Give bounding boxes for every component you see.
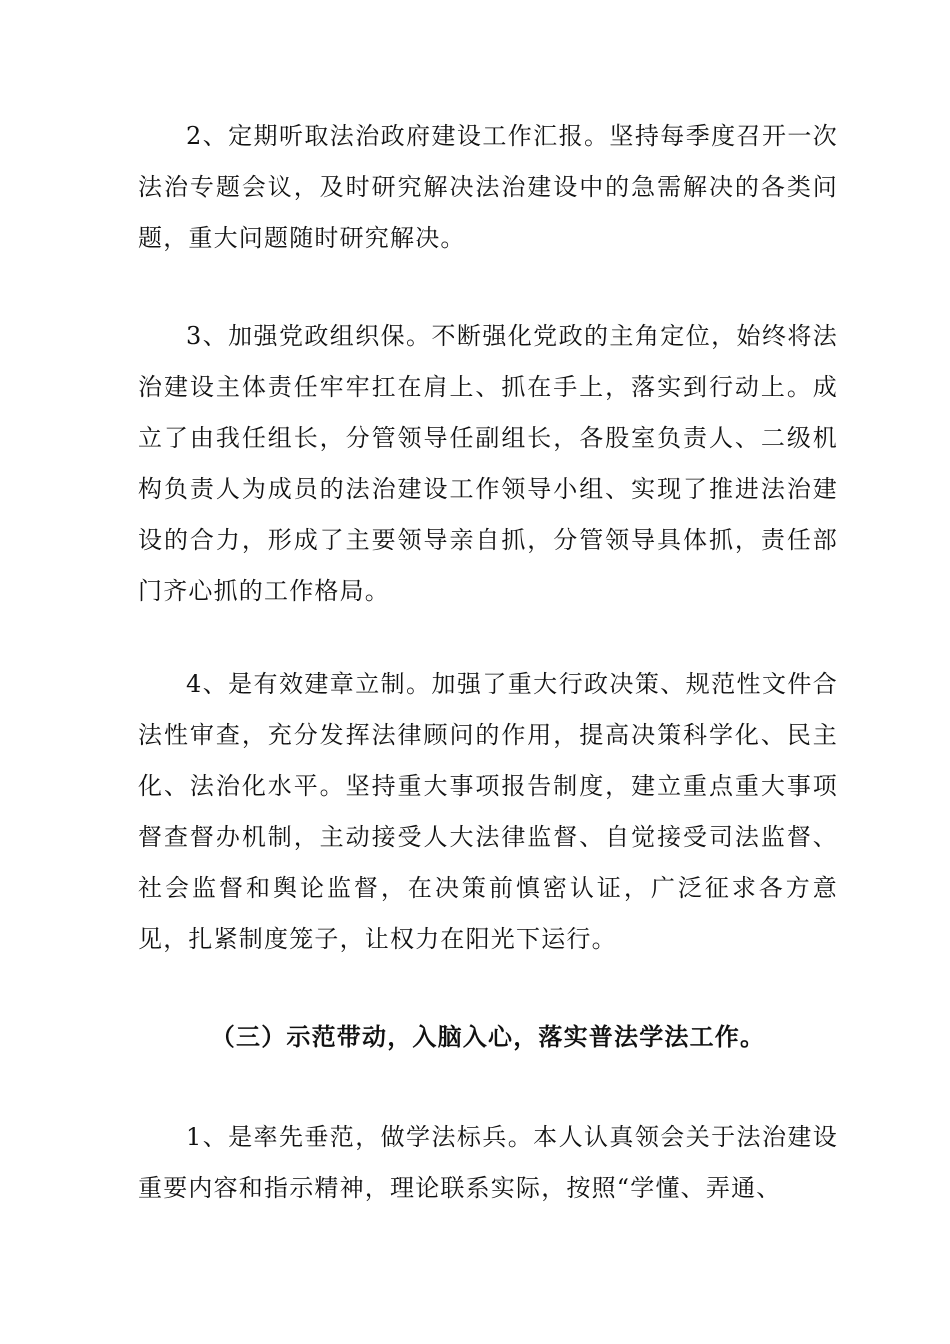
paragraph-item-1: 1、是率先垂范，做学法标兵。本人认真领会关于法治建设重要内容和指示精神，理论联系实际，按照“学懂、弄通、 bbox=[138, 1123, 838, 1202]
paragraph-item-4: 4、是有效建章立制。加强了重大行政决策、规范性文件合法性审查，充分发挥法律顾问的作用，提高决策科学化、民主化、法治化水平。坚持重大事项报告制度，建立重点重大事项督查督办机制，主动接受人大法律监督、自觉接受司法监督、社会监督和舆论监督，在决策前慎密认证，广泛征求各方意见，扎紧制度笼子，让权力在阳光下运行。 bbox=[138, 670, 838, 953]
paragraph-item-3: 3、加强党政组织保。不断强化党政的主角定位，始终将法治建设主体责任牢牢扛在肩上、抓在手上，落实到行动上。成立了由我任组长，分管领导任副组长，各股室负责人、二级机构负责人为成员的法治建设工作领导小组、实现了推进法治建设的合力，形成了主要领导亲自抓，分管领导具体抓，责任部门齐心抓的工作格局。 bbox=[138, 322, 838, 605]
paragraph-item-2: 2、定期听取法治政府建设工作汇报。坚持每季度召开一次法治专题会议，及时研究解决法治建设中的急需解决的各类问题，重大问题随时研究解决。 bbox=[138, 122, 838, 252]
section-heading: （三）示范带动，入脑入心，落实普法学法工作。 bbox=[210, 1023, 766, 1051]
